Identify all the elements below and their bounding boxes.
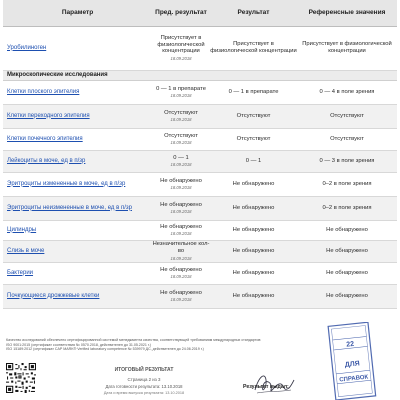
signature xyxy=(251,368,295,398)
reference-cell: 0 — 3 в поле зрения xyxy=(297,150,397,172)
reference-cell: Не обнаружено xyxy=(297,220,397,240)
prev-result-cell xyxy=(152,26,210,70)
reference-cell: Отсутствуют xyxy=(297,128,397,150)
release-note: Дата и время выпуска результата: 13.10.2018 xyxy=(103,391,185,395)
result-cell: Не обнаружено xyxy=(210,262,297,284)
results-table xyxy=(3,0,397,309)
stamp-number: 22 xyxy=(345,340,355,349)
param-link[interactable]: Бактерии xyxy=(7,269,34,276)
prev-value: Незначительное кол-во xyxy=(152,241,210,254)
results-body xyxy=(3,26,397,80)
prev-value: Не обнаружено xyxy=(160,177,202,184)
lab-report-page xyxy=(3,0,397,400)
reference-cell: Не обнаружено xyxy=(297,262,397,284)
header-prev-result: Пред. результат xyxy=(152,0,210,26)
header-result: Результат xyxy=(210,0,297,26)
param-link[interactable]: Эритроциты неизмененные в моче, ед в п/зр xyxy=(7,204,132,211)
prev-result-cell xyxy=(152,80,210,104)
param-cell xyxy=(3,104,152,128)
param-cell xyxy=(3,262,152,284)
param-link[interactable]: Цилиндры xyxy=(7,226,37,233)
table-row xyxy=(3,26,397,70)
result-summary xyxy=(89,367,199,395)
micro-results-body xyxy=(3,80,397,308)
stamp xyxy=(326,322,380,400)
table-row xyxy=(3,80,397,104)
prev-result-cell xyxy=(152,262,210,284)
param-cell xyxy=(3,172,152,196)
prev-value: 0 — 1 в препарате xyxy=(156,85,206,92)
param-cell xyxy=(3,196,152,220)
table-row xyxy=(3,284,397,308)
param-cell xyxy=(3,80,152,104)
prev-result-cell xyxy=(152,196,210,220)
qr-code-graphic xyxy=(6,363,36,393)
param-link[interactable]: Клетки переходного эпителия xyxy=(7,112,90,119)
param-cell xyxy=(3,220,152,240)
param-cell xyxy=(3,240,152,262)
reference-cell: 0–2 в поле зрения xyxy=(297,172,397,196)
param-link[interactable]: Почкующиеся дрожжевые клетки xyxy=(7,292,100,299)
prev-value: Не обнаружено xyxy=(160,201,202,208)
issued-by-label: Результат выдал: xyxy=(243,384,289,390)
prev-result-cell xyxy=(152,128,210,150)
param-link[interactable]: Слизь в моче xyxy=(7,247,45,254)
prev-value: Присутствует в физиологической концентрации xyxy=(157,35,205,55)
result-cell: 0 — 1 xyxy=(210,150,297,172)
prev-date: 18.09.2018 xyxy=(170,231,192,237)
quality-note-line: ISO 15189:2012 (сертификат CAP MARK® Verified laboratory competence № 539979 ДС, действителен до 24.06.2019 г.) xyxy=(6,347,204,352)
prev-result-cell xyxy=(152,240,210,262)
prev-date: 18.09.2018 xyxy=(170,55,192,61)
table-row xyxy=(3,104,397,128)
table-row xyxy=(3,128,397,150)
reference-cell: Отсутствуют xyxy=(297,104,397,128)
param-cell xyxy=(3,26,152,70)
param-link[interactable]: Лейкоциты в моче, ед в п/зр xyxy=(7,157,86,164)
prev-date: 18.09.2018 xyxy=(170,209,192,215)
table-row xyxy=(3,220,397,240)
prev-value: 0 — 1 xyxy=(173,154,189,161)
ready-date: Дата готовности результата: 13.10.2018 xyxy=(105,384,183,389)
section-row xyxy=(3,70,397,80)
quality-note-line: ISO 9001:2015 (сертификат соответствия № 0570.2018, действителен до 31.05.2021 г.) xyxy=(6,342,151,347)
header-param: Параметр xyxy=(3,0,152,26)
result-cell: Не обнаружено xyxy=(210,172,297,196)
result-cell: Не обнаружено xyxy=(210,284,297,308)
qr-code xyxy=(6,363,36,393)
table-row xyxy=(3,196,397,220)
reference-cell: 0–2 в поле зрения xyxy=(297,196,397,220)
signature-graphic xyxy=(251,368,295,398)
result-cell: Присутствует в физиологической концентрации xyxy=(210,26,297,70)
prev-value: Не обнаружено xyxy=(160,223,202,230)
prev-date: 18.09.2018 xyxy=(170,274,192,280)
param-link[interactable]: Уробилиноген xyxy=(7,44,47,51)
header-reference: Референсные значения xyxy=(297,0,397,26)
param-cell xyxy=(3,284,152,308)
param-link[interactable]: Клетки плоского эпителия xyxy=(7,88,80,95)
result-cell: Не обнаружено xyxy=(210,240,297,262)
reference-cell: 0 — 4 в поле зрения xyxy=(297,80,397,104)
result-cell: Не обнаружено xyxy=(210,196,297,220)
page-number: Страница 2 из 3 xyxy=(127,377,161,382)
prev-result-cell xyxy=(152,172,210,196)
prev-result-cell xyxy=(152,104,210,128)
reference-cell: Присутствует в физиологической концентрации xyxy=(297,26,397,70)
prev-result-cell xyxy=(152,220,210,240)
prev-date: 18.09.2018 xyxy=(170,117,192,123)
prev-result-cell xyxy=(152,150,210,172)
prev-result-cell xyxy=(152,284,210,308)
reference-cell: Не обнаружено xyxy=(297,240,397,262)
prev-value: Отсутствуют xyxy=(164,132,198,139)
table-row xyxy=(3,172,397,196)
prev-date: 18.09.2018 xyxy=(170,140,192,146)
prev-value: Не обнаружено xyxy=(160,266,202,273)
prev-date: 18.09.2018 xyxy=(170,185,192,191)
prev-date: 18.09.2018 xyxy=(170,93,192,99)
reference-cell: Не обнаружено xyxy=(297,284,397,308)
table-header-row xyxy=(3,0,397,26)
param-link[interactable]: Эритроциты измененные в моче, ед в п/зр xyxy=(7,180,126,187)
result-cell: 0 — 1 в препарате xyxy=(210,80,297,104)
param-cell xyxy=(3,150,152,172)
stamp-word: СПРАВОК xyxy=(339,374,369,384)
prev-date: 18.09.2018 xyxy=(170,297,192,303)
param-link[interactable]: Клетки почечного эпителия xyxy=(7,135,83,142)
prev-date: 18.09.2018 xyxy=(170,255,192,261)
quality-note-line: Качество исследований обеспечено сертифицированной системой менеджмента качества, соответствующей требованиям международных стандартов: xyxy=(6,338,262,342)
result-title: ИТОГОВЫЙ РЕЗУЛЬТАТ xyxy=(114,367,174,373)
prev-date: 18.09.2018 xyxy=(170,162,192,168)
param-cell xyxy=(3,128,152,150)
stamp-word: ДЛЯ xyxy=(344,360,361,369)
table-row xyxy=(3,240,397,262)
prev-value: Отсутствуют xyxy=(164,109,198,116)
result-cell: Не обнаружено xyxy=(210,220,297,240)
result-cell: Отсутствуют xyxy=(210,104,297,128)
result-cell: Отсутствуют xyxy=(210,128,297,150)
prev-value: Не обнаружено xyxy=(160,289,202,296)
stamp-graphic xyxy=(326,322,380,400)
section-title: Микроскопические исследования xyxy=(3,70,397,80)
quality-note xyxy=(6,338,326,352)
table-row xyxy=(3,262,397,284)
table-row xyxy=(3,150,397,172)
